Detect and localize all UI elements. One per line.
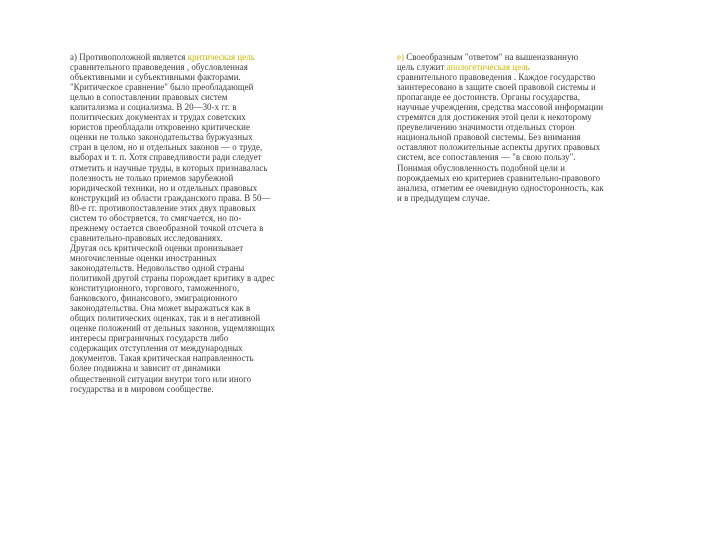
text-run: систем то обостряется, то смягчается, но по-	[70, 212, 242, 223]
text-run: национальной правовой системы. Без внимания	[397, 132, 581, 143]
text-run: конституционного, торгового, таможенного,	[70, 283, 240, 294]
text-run: объективными и субъективными факторами.	[70, 72, 241, 83]
right-column-line	[397, 102, 687, 112]
right-column-line	[397, 132, 687, 142]
left-column-line	[70, 132, 360, 142]
right-column-line	[397, 183, 687, 193]
highlighted-term: апологетическая цель	[446, 62, 530, 73]
text-run: отметить и научные труды, в которых признавалась	[70, 162, 268, 173]
right-column-line	[397, 152, 687, 162]
right-column-line	[397, 122, 687, 132]
left-column-line	[70, 323, 360, 333]
text-run: выборах и т. п. Хотя справедливости ради следует	[70, 152, 262, 163]
text-run: политикой другой страны порождает критику в адрес	[70, 273, 275, 284]
left-column-line	[70, 263, 360, 273]
left-column-line	[70, 92, 360, 102]
text-run: юристов преобладали откровенно критические	[70, 122, 250, 133]
text-run: более подвижна и зависит от динамики	[70, 363, 221, 374]
text-run: капитализма и социализма. В 20—30-х гг. в	[70, 102, 237, 113]
left-column-line	[70, 102, 360, 112]
text-run: общественной ситуации внутри того или иного	[70, 373, 252, 384]
text-run: сравнительного правоведения . Каждое государство	[397, 72, 596, 83]
left-column-line	[70, 173, 360, 183]
text-run: оставляют положительные аспекты других правовых	[397, 142, 601, 153]
left-column-line	[70, 303, 360, 313]
left-column-line	[70, 293, 360, 303]
text-run: сравнительного правоведения , обусловленная	[70, 62, 248, 73]
text-run: порождаемых ею критериев сравнительно-правового	[397, 172, 601, 183]
text-run: полезность не только приемов зарубежной	[70, 172, 234, 183]
left-column-line	[70, 313, 360, 323]
right-column-line	[397, 92, 687, 102]
text-run: Другая ось критической оценки пронизывает	[70, 242, 244, 253]
text-run: 80-е гг. противопоставление этих двух правовых	[70, 202, 256, 213]
right-column-line	[397, 193, 687, 203]
text-run: многочисленные оценки иностранных	[70, 252, 217, 263]
left-column-line	[70, 223, 360, 233]
left-column-line	[70, 283, 360, 293]
text-run: стремятся для достижения этой цели к некоторому	[397, 112, 592, 123]
text-run: общих политических оценках, так и в негативной	[70, 313, 261, 324]
text-run: законодательства. Она может выражаться как в	[70, 303, 251, 314]
text-run: законодательств. Недовольство одной страны	[70, 262, 245, 273]
text-run: пропаганде ее достоинств. Органы государства,	[397, 92, 580, 103]
left-column-line	[70, 72, 360, 82]
right-column-line	[397, 163, 687, 173]
text-run: "Критическое сравнение" было преобладающей	[70, 82, 254, 93]
left-text-column	[70, 52, 360, 394]
left-column-line	[70, 363, 360, 373]
text-run: юридической техники, но и отдельных правовых	[70, 182, 258, 193]
right-text-column	[397, 52, 687, 203]
left-column-line	[70, 233, 360, 243]
text-run: государства и в мировом сообществе.	[70, 383, 214, 394]
text-run: документов. Такая критическая направленность	[70, 353, 254, 364]
left-column-line	[70, 82, 360, 92]
left-column-line	[70, 243, 360, 253]
text-run: интересы приграничных государств либо	[70, 333, 229, 344]
left-column-line	[70, 374, 360, 384]
text-run: Своеобразным "ответом" на вышеназванную	[406, 52, 579, 62]
right-column-line	[397, 72, 687, 82]
text-run: стран в целом, но и отдельных законов — о труде,	[70, 142, 263, 153]
text-run: целью в сопоставлении правовых систем	[70, 92, 228, 103]
left-column-line	[70, 353, 360, 363]
text-run: преувеличению значимости отдельных сторон	[397, 122, 575, 133]
right-column-line	[397, 142, 687, 152]
text-run: прежнему остается своеобразной точкой отсчета в	[70, 222, 264, 233]
text-run: оценке положений от дельных законов, ущемляющих	[70, 323, 275, 334]
highlighted-term: критическая цель	[187, 52, 255, 62]
right-column-line	[397, 173, 687, 183]
text-run: и в предыдущем случае.	[397, 192, 490, 203]
right-column-line	[397, 112, 687, 122]
left-column-line	[70, 52, 360, 62]
left-column-line	[70, 183, 360, 193]
text-run: анализа, отметим ее очевидную односторонность, как	[397, 182, 604, 193]
left-column-line	[70, 122, 360, 132]
text-run: научные учреждения, средства массовой информации	[397, 102, 604, 113]
right-column-line	[397, 82, 687, 92]
text-run: конструкций из области гражданского права. В 50—	[70, 192, 271, 203]
left-column-line	[70, 333, 360, 343]
right-column-line	[397, 62, 687, 72]
left-column-line	[70, 253, 360, 263]
left-column-line	[70, 213, 360, 223]
text-run: содержащих отступления от международных	[70, 343, 243, 354]
left-column-line	[70, 62, 360, 72]
text-run: Понимая обусловленность подобной цели и	[397, 162, 566, 173]
left-column-line	[70, 142, 360, 152]
left-column-line	[70, 163, 360, 173]
text-run: систем, все сопоставления — "в свою пользу".	[397, 152, 576, 163]
text-run: заинтересовано в защите своей правовой системы и	[397, 82, 596, 93]
left-column-line	[70, 384, 360, 394]
left-column-line	[70, 273, 360, 283]
left-column-line	[70, 343, 360, 353]
highlighted-term: е)	[397, 52, 407, 62]
text-run: оценки не только законодательства буржуазных	[70, 132, 253, 143]
text-run: сравнительно-правовых исследованиях.	[70, 232, 223, 243]
right-column-line	[397, 52, 687, 62]
text-run: политических документах и трудах советских	[70, 112, 246, 123]
left-column-line	[70, 193, 360, 203]
text-run: цель служит	[397, 62, 447, 73]
left-column-line	[70, 152, 360, 162]
left-column-line	[70, 203, 360, 213]
left-column-line	[70, 112, 360, 122]
text-run: банковского, финансового, эмиграционного	[70, 293, 238, 304]
text-run: а) Противоположной является	[70, 52, 188, 62]
